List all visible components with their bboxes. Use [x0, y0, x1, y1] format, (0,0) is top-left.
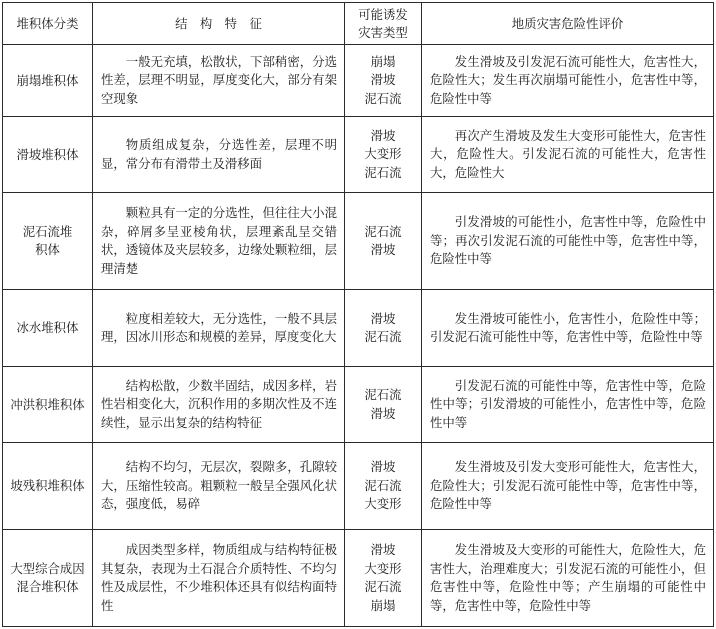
hazard-type: 滑坡	[370, 542, 396, 557]
header-deposit-type: 堆积体分类	[3, 3, 93, 45]
hazard-type: 泥石流	[364, 329, 402, 344]
table-row	[3, 117, 714, 193]
deposit-type-line: 坡残积堆积体	[10, 478, 85, 493]
risk-evaluation-cell: 引发滑坡的可能性小，危害性中等，危险性中等；再次引发泥石流的可能性中等，危害性中等，危险性中等	[422, 193, 714, 290]
deposit-type-cell	[3, 367, 93, 443]
table-row	[3, 443, 714, 530]
table-row	[3, 290, 714, 367]
deposit-type-cell	[3, 290, 93, 367]
deposit-type-cell	[3, 530, 93, 627]
hazard-types-cell	[345, 443, 422, 530]
risk-evaluation-cell: 发生滑坡及大变形的可能性大，危险性大，危害性大，治理难度大；引发泥石流的可能性小，但危害性中等，危险性中等；产生崩塌的可能性中等，危害性中等，危险性中等	[422, 530, 714, 627]
structural-features-cell: 物质组成复杂，分选性差，层理不明显，常分布有滑带土及滑移面	[93, 117, 345, 193]
deposit-type-line: 滑坡堆积体	[16, 146, 79, 162]
deposit-type-cell	[3, 117, 93, 193]
risk-evaluation-cell: 发生滑坡及引发大变形可能性大，危害性大，危险性大；引发泥石流可能性中等，危害性中等，危险性中等	[422, 443, 714, 530]
hazard-type: 滑坡	[370, 72, 396, 88]
table-row	[3, 193, 714, 290]
hazard-type: 滑坡	[370, 459, 396, 475]
deposit-type-line: 积体	[35, 242, 60, 257]
hazard-types-cell	[345, 290, 422, 367]
hazard-type: 滑坡	[370, 310, 396, 326]
structural-features-cell: 结构不均匀，无层次，裂隙多，孔隙较大，压缩性较高。粗颗粒一般呈全强风化状态，强度低，易碎	[93, 443, 345, 530]
hazard-types-cell	[345, 367, 422, 443]
risk-evaluation-cell: 发生滑坡可能性小，危害性小，危险性中等；引发泥石流可能性中等，危害性中等，危险性中等	[422, 290, 714, 367]
hazard-types-cell	[345, 117, 422, 193]
table-row	[3, 45, 714, 117]
hazard-type: 滑坡	[370, 242, 396, 257]
structural-features-cell: 颗粒具有一定的分选性，但往往大小混杂，碎屑多呈亚棱角状，层理紊乱呈交错状，透镜体及夹层较多，边缘处颗粒细，层理清楚	[93, 193, 345, 290]
hazard-type: 大变形	[364, 560, 402, 576]
table-row	[3, 530, 714, 627]
hazard-type: 滑坡	[370, 127, 396, 143]
hazard-type: 泥石流	[364, 579, 402, 594]
hazard-type: 大变形	[364, 146, 402, 162]
risk-evaluation-cell: 引发泥石流的可能性中等，危害性中等，危险性中等；引发滑坡的可能性小，危害性中等，危险性中等	[422, 367, 714, 443]
header-hazard-types: 可能诱发灾害类型	[345, 3, 422, 45]
structural-features-cell: 结构松散，少数半固结，成因多样，岩性岩相变化大，沉积作用的多期次性及不连续性，显示出复杂的结构特征	[93, 367, 345, 443]
hazard-type: 泥石流	[364, 223, 402, 239]
hazard-type: 泥石流	[364, 90, 402, 106]
deposit-type-cell	[3, 45, 93, 117]
hazard-type: 滑坡	[370, 405, 396, 421]
structural-features-cell: 一般无充填，松散状，下部稍密，分选性差，层理不明显，厚度变化大，部分有架空现象	[93, 45, 345, 117]
header-structural-features: 结 构 特 征	[93, 3, 345, 45]
table-row	[3, 367, 714, 443]
header-risk-evaluation: 地质灾害危险性评价	[422, 3, 714, 45]
hazard-types-cell	[345, 193, 422, 290]
header-row	[3, 3, 714, 45]
deposit-type-line: 大型综合成因	[10, 561, 85, 576]
deposit-type-line: 崩塌堆积体	[16, 72, 79, 88]
hazard-types-cell	[345, 45, 422, 117]
deposit-type-line: 泥石流堆	[22, 224, 73, 239]
deposit-type-line: 冲洪积堆积体	[10, 396, 85, 412]
hazard-type: 崩塌	[370, 597, 396, 613]
hazard-type: 大变形	[364, 496, 402, 512]
deposit-classification-table	[2, 2, 714, 627]
structural-features-cell: 粒度相差较大，无分选性，一般不具层理，因冰川形态和规模的差异，厚度变化大	[93, 290, 345, 367]
deposit-type-cell	[3, 193, 93, 290]
hazard-types-cell	[345, 530, 422, 627]
risk-evaluation-cell: 再次产生滑坡及发生大变形可能性大，危害性大，危险性大。引发泥石流的可能性大，危害性大，危险性大	[422, 117, 714, 193]
hazard-type: 泥石流	[364, 477, 402, 493]
risk-evaluation-cell: 发生滑坡及引发泥石流可能性大，危害性大，危险性大；发生再次崩塌可能性小，危害性中等，危险性中等	[422, 45, 714, 117]
deposit-type-line: 混合堆积体	[16, 579, 79, 594]
hazard-type: 泥石流	[364, 387, 402, 402]
structural-features-cell: 成因类型多样，物质组成与结构特征极其复杂，表现为土石混合介质特性、不均匀性及成层性，不少堆积体还具有似结构面特性	[93, 530, 345, 627]
hazard-type: 崩塌	[370, 53, 396, 69]
deposit-type-cell	[3, 443, 93, 530]
hazard-type: 泥石流	[364, 164, 402, 180]
deposit-type-line: 冰水堆积体	[16, 320, 79, 335]
